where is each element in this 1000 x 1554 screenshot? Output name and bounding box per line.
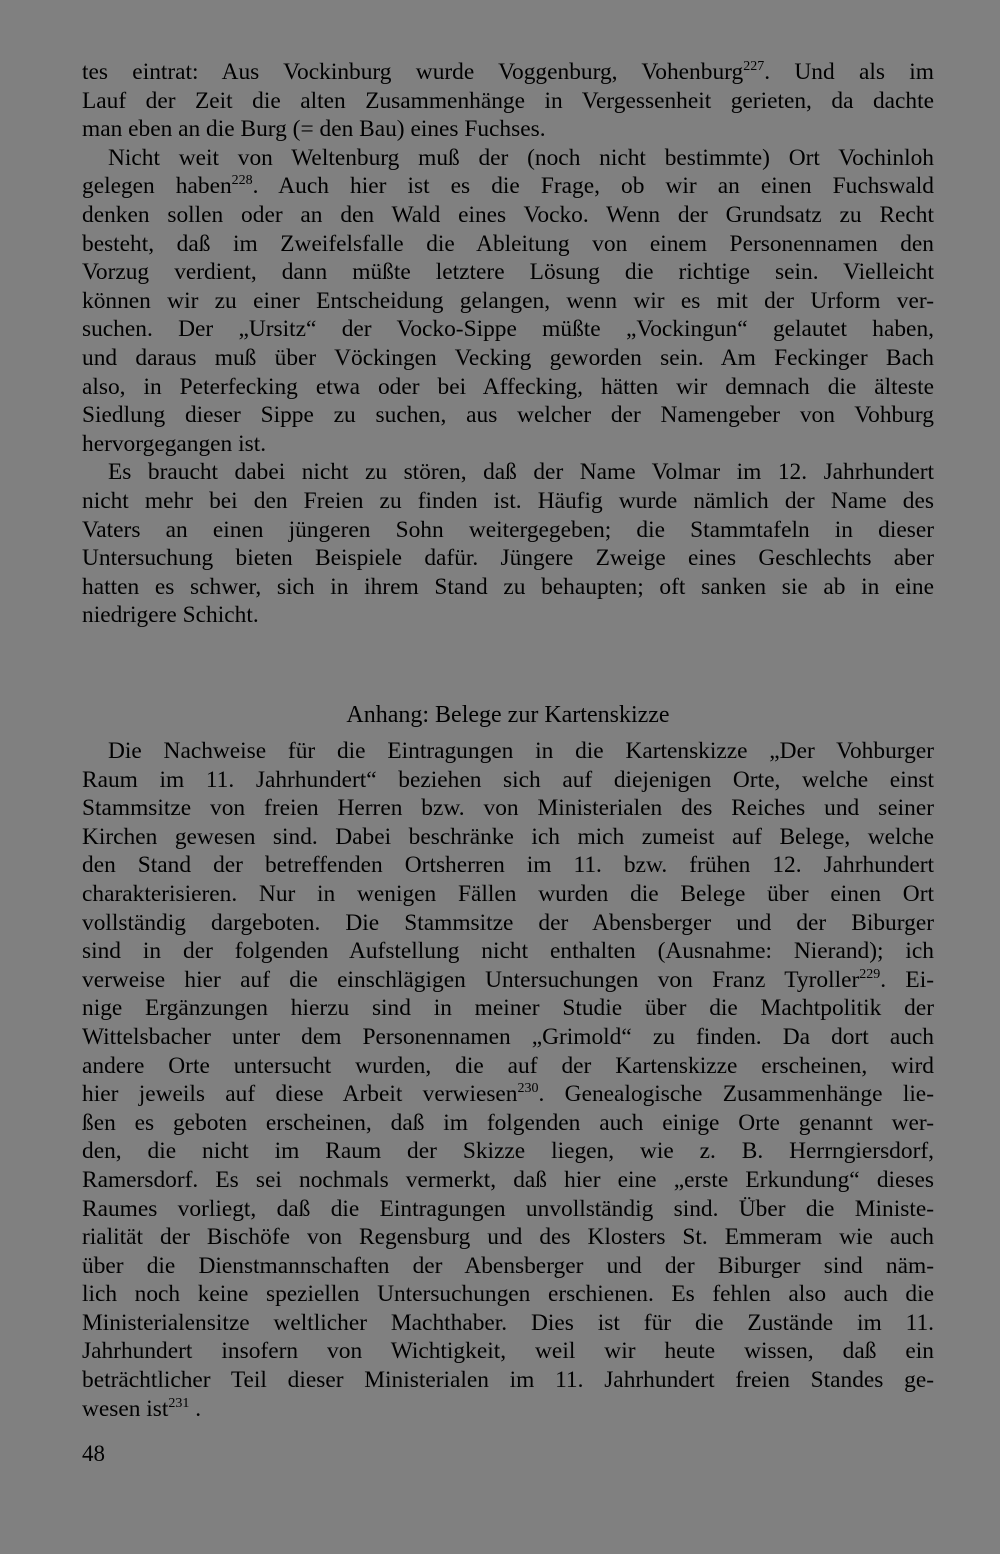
text-line: besteht, daß im Zweifelsfalle die Ableitung von einem Personennamen den [82, 230, 934, 257]
text-segment: . Ei- [880, 966, 934, 993]
text-segment: wesen ist [82, 1395, 169, 1422]
text-line: Raumes vorliegt, daß die Eintragungen unvollständig sind. Über die Ministe- [82, 1195, 934, 1222]
footnote-ref-228: 228 [231, 173, 253, 189]
text-line: Kirchen gewesen sind. Dabei beschränke ich mich zumeist auf Belege, welche [82, 823, 934, 850]
text-line: ßen es geboten erscheinen, daß im folgenden auch einige Orte genannt wer- [82, 1109, 934, 1136]
text-line: den, die nicht im Raum der Skizze liegen, wie z. B. Herrngiersdorf, [82, 1138, 934, 1165]
text-line: Wittelsbacher unter dem Personennamen „Grimold“ zu finden. Da dort auch [82, 1023, 934, 1050]
text-line: Vaters an einen jüngeren Sohn weitergegeben; die Stammtafeln in dieser [82, 516, 934, 543]
text-line: also, in Peterfecking etwa oder bei Affecking, hätten wir demnach die älteste [82, 373, 934, 400]
text-line: und daraus muß über Vöckingen Vecking geworden sein. Am Feckinger Bach [82, 344, 934, 371]
text-line: denken sollen oder an den Wald eines Vocko. Wenn der Grundsatz zu Recht [82, 201, 934, 228]
text-line: Lauf der Zeit die alten Zusammenhänge in Vergessenheit gerieten, da dachte [82, 87, 934, 114]
text-line: Die Nachweise für die Eintragungen in die Kartenskizze „Der Vohburger [108, 738, 934, 764]
text-segment: gelegen haben [82, 173, 232, 200]
text-line: Nicht weit von Weltenburg muß der (noch nicht bestimmte) Ort Vochinloh [108, 144, 934, 171]
text-line: charakterisieren. Nur in wenigen Fällen wurden die Belege über einen Ort [82, 880, 934, 907]
text-segment: . Auch hier ist es die Frage, ob wir an einen Fuchswald [252, 173, 934, 200]
text-line: Ministerialensitze weltlicher Machthaber. Dies ist für die Zustände im 11. [82, 1309, 934, 1336]
footnote-ref-227: 227 [743, 59, 765, 74]
text-line: Jahrhundert insofern von Wichtigkeit, weil wir heute wissen, daß ein [82, 1338, 934, 1365]
text-line: Raum im 11. Jahrhundert“ beziehen sich auf diejenigen Orte, welche einst [82, 766, 934, 793]
text-segment: . Genealogische Zusammenhänge lie- [538, 1081, 934, 1108]
text-segment: tes eintrat: Aus Vockinburg wurde Voggenburg, Vohenburg [82, 59, 744, 85]
footnote-ref-230: 230 [517, 1081, 539, 1097]
text-line [82, 966, 934, 995]
text-line: Siedlung dieser Sippe zu suchen, aus welcher der Namengeber von Vohburg [82, 402, 934, 429]
text-line [82, 58, 934, 87]
text-line [82, 1080, 934, 1109]
text-line: lich noch keine speziellen Untersuchungen erschienen. Es fehlen also auch die [82, 1281, 934, 1308]
text-line: Vorzug verdient, dann müßte letztere Lösung die richtige sein. Vielleicht [82, 259, 934, 286]
section-heading: Anhang: Belege zur Kartenskizze [346, 702, 670, 728]
text-line: können wir zu einer Entscheidung gelangen, wenn wir es mit der Urform ver- [82, 287, 934, 314]
text-line [82, 172, 934, 201]
text-segment: . [189, 1395, 202, 1422]
text-line: den Stand der betreffenden Ortsherren im 11. bzw. frühen 12. Jahrhundert [82, 852, 934, 879]
paragraph-1 [82, 58, 934, 144]
text-segment: verweise hier auf die einschlägigen Untersuchungen von Franz Tyroller [82, 966, 860, 993]
footnote-ref-229: 229 [859, 966, 881, 982]
paragraph-3 [82, 458, 934, 630]
text-line: über die Dienstmannschaften der Abensberger und der Biburger sind näm- [82, 1252, 934, 1279]
text-line: Stammsitze von freien Herren bzw. von Ministerialen des Reiches und seiner [82, 795, 934, 822]
text-line: suchen. Der „Ursitz“ der Vocko-Sippe müßte „Vockingun“ gelautet haben, [82, 316, 934, 343]
text-line: hatten es schwer, sich in ihrem Stand zu behaupten; oft sanken sie ab in eine [82, 573, 934, 600]
paragraph-2 [82, 144, 934, 459]
main-text [82, 58, 934, 630]
text-line: hervorgegangen ist. [82, 430, 267, 457]
text-line: niedrigere Schicht. [82, 602, 259, 629]
appendix-paragraph [82, 737, 934, 1423]
text-line: sind in der folgenden Aufstellung nicht enthalten (Ausnahme: Nierand); ich [82, 938, 934, 965]
page-number: 48 [82, 1441, 105, 1466]
footnote-ref-231: 231 [168, 1395, 190, 1411]
text-line: nicht mehr bei den Freien zu finden ist. Häufig wurde nämlich der Name des [82, 487, 934, 514]
text-line: rialität der Bischöfe von Regensburg und des Klosters St. Emmeram wie auch [82, 1224, 934, 1251]
appendix-text [82, 737, 934, 1423]
text-line: beträchtlicher Teil dieser Ministerialen im 11. Jahrhundert freien Standes ge- [82, 1367, 934, 1394]
text-line: nige Ergänzungen hierzu sind in meiner Studie über die Machtpolitik der [82, 995, 934, 1022]
text-line [82, 1395, 934, 1424]
text-line: andere Orte untersucht wurden, die auf der Kartenskizze erscheinen, wird [82, 1052, 934, 1079]
text-line: Ramersdorf. Es sei nochmals vermerkt, daß hier eine „erste Erkundung“ dieses [82, 1166, 934, 1193]
text-segment: . Und als im [764, 59, 934, 85]
text-line: vollständig dargeboten. Die Stammsitze der Abensberger und der Biburger [82, 909, 934, 936]
text-line: Es braucht dabei nicht zu stören, daß der Name Volmar im 12. Jahrhundert [108, 459, 934, 486]
text-line: man eben an die Burg (= den Bau) eines Fuchses. [82, 116, 546, 143]
text-line: Untersuchung bieten Beispiele dafür. Jüngere Zweige eines Geschlechts aber [82, 545, 934, 572]
text-segment: hier jeweils auf diese Arbeit verwiesen [82, 1081, 518, 1108]
